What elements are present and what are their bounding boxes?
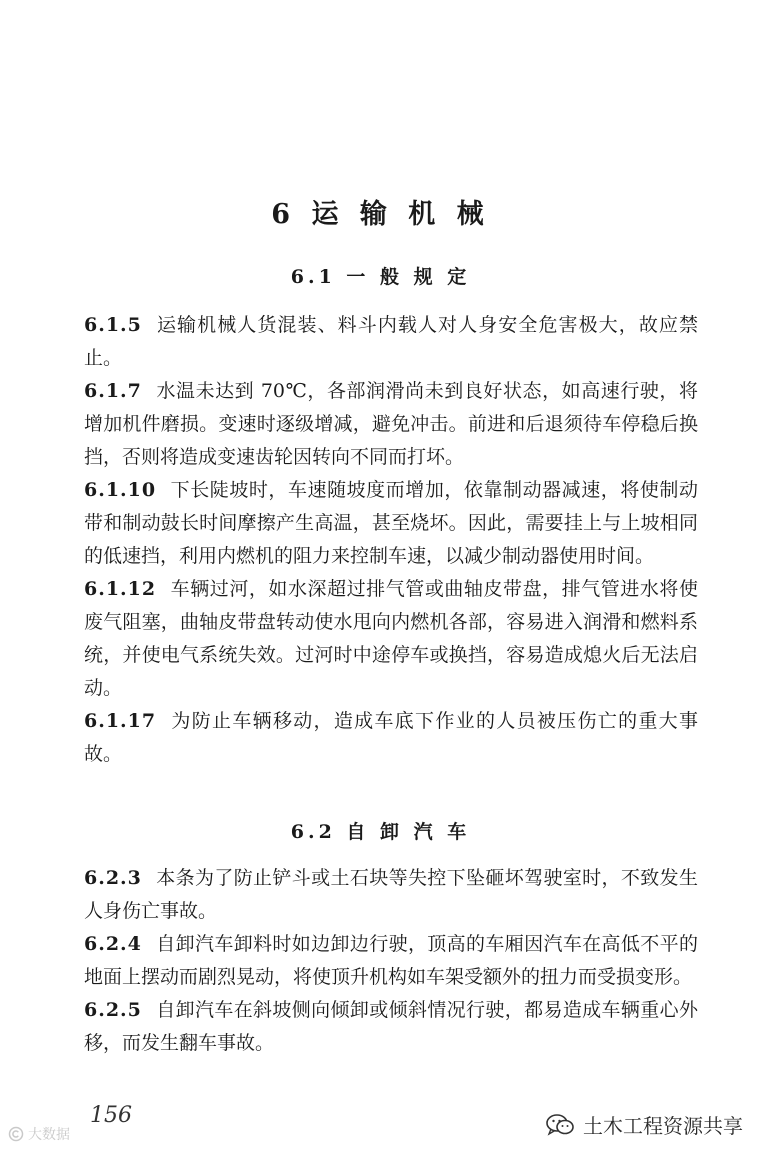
clause-number: 6.1.7 [84, 380, 142, 402]
clause-6-1-17 [84, 705, 698, 771]
clause-6-2-5 [84, 994, 698, 1060]
clause-6-2-4 [84, 928, 698, 994]
clause-text: 车辆过河，如水深超过排气管或曲轴皮带盘，排气管进水将使废气阻塞，曲轴皮带盘转动使水甩向内燃机各部，容易进入润滑和燃料系统，并使电气系统失效。过河时中途停车或换挡，容易造成熄火后无法启动。 [84, 578, 698, 699]
clause-number: 6.1.12 [84, 578, 157, 600]
clause-text: 为防止车辆移动，造成车底下作业的人员被压伤亡的重大事故。 [84, 710, 698, 765]
clause-6-1-5 [84, 309, 698, 375]
clause-number: 6.2.5 [84, 999, 142, 1021]
watermark-right [545, 1110, 743, 1139]
clause-6-1-10 [84, 474, 698, 573]
clause-number: 6.1.17 [84, 710, 157, 732]
clause-text: 自卸汽车卸料时如边卸边行驶，顶高的车厢因汽车在高低不平的地面上摆动而剧烈晃动，将使顶升机构如车架受额外的扭力而受损变形。 [84, 933, 698, 988]
clause-6-1-12 [84, 573, 698, 705]
watermark-left [8, 1124, 70, 1144]
clause-text: 自卸汽车在斜坡侧向倾卸或倾斜情况行驶，都易造成车辆重心外移，而发生翻车事故。 [84, 999, 698, 1054]
clause-text: 水温未达到 70℃，各部润滑尚未到良好状态，如高速行驶，将增加机件磨损。变速时逐级增减，避免冲击。前进和后退须待车停稳后换挡，否则将造成变速齿轮因转向不同而打坏。 [84, 380, 698, 468]
watermark-right-text: 土木工程资源共享 [583, 1114, 743, 1138]
clause-number: 6.2.4 [84, 933, 142, 955]
section-6-1-clauses [84, 309, 698, 771]
wechat-icon [545, 1112, 575, 1138]
clause-number: 6.1.5 [84, 314, 142, 336]
clause-6-2-3 [84, 862, 698, 928]
page-number: 156 [90, 1103, 132, 1128]
section-title-6-1: 6.1 一 般 规 定 [290, 266, 471, 288]
copyright-icon [8, 1126, 24, 1142]
chapter-title: 6 运 输 机 械 [271, 199, 490, 230]
clause-number: 6.1.10 [84, 479, 157, 501]
section-title-6-2: 6.2 自 卸 汽 车 [290, 821, 471, 843]
clause-text: 运输机械人货混装、料斗内载人对人身安全危害极大，故应禁止。 [84, 314, 698, 369]
clause-number: 6.2.3 [84, 867, 142, 889]
clause-text: 本条为了防止铲斗或土石块等失控下坠砸坏驾驶室时，不致发生人身伤亡事故。 [84, 867, 698, 922]
watermark-left-text: 大数据 [28, 1127, 70, 1143]
section-6-2-clauses [84, 862, 698, 1060]
clause-6-1-7 [84, 375, 698, 474]
clause-text: 下长陡坡时，车速随坡度而增加，依靠制动器减速，将使制动带和制动鼓长时间摩擦产生高温，甚至烧坏。因此，需要挂上与上坡相同的低速挡，利用内燃机的阻力来控制车速，以减少制动器使用时间。 [84, 479, 698, 567]
